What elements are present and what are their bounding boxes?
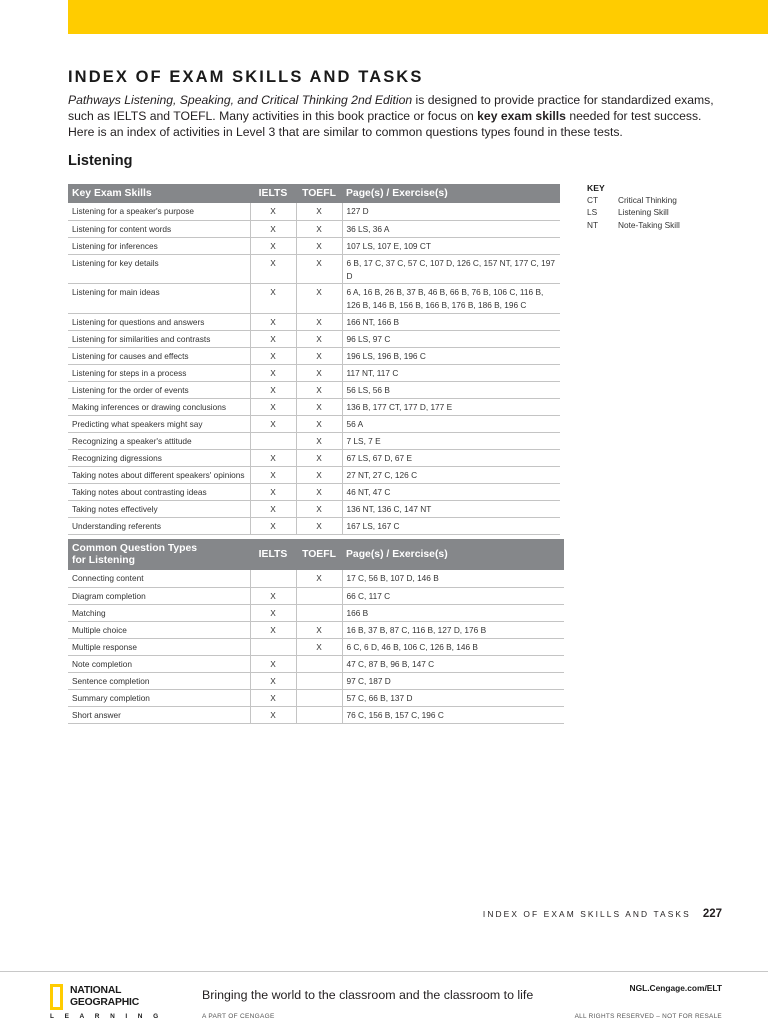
- cell-ielts: X: [250, 237, 296, 254]
- cell-pages: 56 LS, 56 B: [342, 381, 560, 398]
- cell-skill: Listening for key details: [68, 254, 250, 283]
- cell-skill: Note completion: [68, 655, 250, 672]
- cell-ielts: X: [250, 672, 296, 689]
- table-row: [68, 621, 564, 638]
- cell-pages: 136 NT, 136 C, 147 NT: [342, 500, 560, 517]
- key-label: Note-Taking Skill: [618, 219, 680, 230]
- cell-pages: 167 LS, 167 C: [342, 517, 560, 534]
- table-row: [68, 483, 560, 500]
- cell-ielts: [250, 432, 296, 449]
- cell-ielts: X: [250, 621, 296, 638]
- cell-toefl: X: [296, 621, 342, 638]
- cell-skill: Listening for a speaker's purpose: [68, 203, 250, 220]
- key-item: [587, 206, 680, 218]
- cell-skill: Listening for content words: [68, 220, 250, 237]
- cell-skill: Taking notes effectively: [68, 500, 250, 517]
- intro-paragraph: [68, 92, 724, 141]
- footer-subbrand: A PART OF CENGAGE: [202, 1013, 275, 1020]
- cell-ielts: X: [250, 220, 296, 237]
- cell-ielts: X: [250, 587, 296, 604]
- table-row: [68, 466, 560, 483]
- cell-pages: 166 B: [342, 604, 564, 621]
- table-header-row: [68, 539, 564, 570]
- table-row: [68, 220, 560, 237]
- footer-tagline: Bringing the world to the classroom and the classroom to life: [202, 988, 534, 1002]
- cell-skill: Listening for the order of events: [68, 381, 250, 398]
- table-row: [68, 689, 564, 706]
- cell-toefl: [296, 672, 342, 689]
- cell-ielts: X: [250, 364, 296, 381]
- national-geographic-learning-logo: [50, 984, 169, 1024]
- cell-skill: Summary completion: [68, 689, 250, 706]
- cell-toefl: X: [296, 432, 342, 449]
- table-row: [68, 706, 564, 723]
- cell-skill: Listening for inferences: [68, 237, 250, 254]
- header-toefl: TOEFL: [296, 539, 342, 570]
- cell-pages: 16 B, 37 B, 87 C, 116 B, 127 D, 176 B: [342, 621, 564, 638]
- cell-skill: Recognizing a speaker's attitude: [68, 432, 250, 449]
- key-label: Critical Thinking: [618, 195, 677, 206]
- cell-ielts: X: [250, 415, 296, 432]
- table-row: [68, 347, 560, 364]
- header-pages: Page(s) / Exercise(s): [342, 539, 564, 570]
- page-title: INDEX OF EXAM SKILLS AND TASKS: [68, 68, 424, 86]
- intro-text-2: needed for test success. Here is an index of activities in Level 3 that are similar to common questions types found in these tests.: [68, 109, 702, 140]
- cell-pages: 196 LS, 196 B, 196 C: [342, 347, 560, 364]
- cell-toefl: X: [296, 500, 342, 517]
- cell-pages: 117 NT, 117 C: [342, 364, 560, 381]
- table-row: [68, 283, 560, 313]
- common-question-types-table: [68, 539, 564, 724]
- cell-toefl: X: [296, 254, 342, 283]
- table-row: [68, 449, 560, 466]
- cell-ielts: X: [250, 254, 296, 283]
- abbreviation-key: [587, 182, 680, 231]
- table-row: [68, 432, 560, 449]
- cell-pages: 166 NT, 166 B: [342, 313, 560, 330]
- table-row: [68, 364, 560, 381]
- cell-skill: Making inferences or drawing conclusions: [68, 398, 250, 415]
- cell-toefl: X: [296, 330, 342, 347]
- footer-divider: [0, 971, 768, 972]
- cell-ielts: X: [250, 398, 296, 415]
- cell-pages: 67 LS, 67 D, 67 E: [342, 449, 560, 466]
- cell-skill: Sentence completion: [68, 672, 250, 689]
- table-row: [68, 500, 560, 517]
- cell-ielts: X: [250, 203, 296, 220]
- cell-pages: 127 D: [342, 203, 560, 220]
- cell-skill: Recognizing digressions: [68, 449, 250, 466]
- cell-toefl: X: [296, 398, 342, 415]
- table-row: [68, 570, 564, 587]
- cell-toefl: [296, 655, 342, 672]
- cell-skill: Connecting content: [68, 570, 250, 587]
- cell-toefl: X: [296, 483, 342, 500]
- table-row: [68, 381, 560, 398]
- cell-ielts: X: [250, 655, 296, 672]
- header-ielts: IELTS: [250, 539, 296, 570]
- cell-toefl: [296, 587, 342, 604]
- intro-key-phrase: key exam skills: [477, 109, 566, 124]
- cell-toefl: X: [296, 237, 342, 254]
- cell-ielts: X: [250, 689, 296, 706]
- table-row: [68, 313, 560, 330]
- cell-pages: 57 C, 66 B, 137 D: [342, 689, 564, 706]
- table-row: [68, 398, 560, 415]
- cell-ielts: X: [250, 706, 296, 723]
- cell-toefl: [296, 706, 342, 723]
- table-row: [68, 330, 560, 347]
- key-title: KEY: [587, 183, 605, 193]
- cell-toefl: X: [296, 347, 342, 364]
- cell-toefl: X: [296, 638, 342, 655]
- table-row: [68, 203, 560, 220]
- cell-ielts: X: [250, 604, 296, 621]
- table-row: [68, 672, 564, 689]
- cell-ielts: X: [250, 449, 296, 466]
- cell-skill: Matching: [68, 604, 250, 621]
- cell-skill: Predicting what speakers might say: [68, 415, 250, 432]
- header-ielts: IELTS: [250, 184, 296, 203]
- cell-ielts: X: [250, 500, 296, 517]
- intro-text-1: is designed to provide practice for standardized exams, such as IELTS and TOEFL. Many activities in this book practice or focus on: [68, 93, 714, 124]
- cell-pages: 46 NT, 47 C: [342, 483, 560, 500]
- cell-pages: 107 LS, 107 E, 109 CT: [342, 237, 560, 254]
- logo-text: [70, 985, 139, 1008]
- cell-pages: 7 LS, 7 E: [342, 432, 560, 449]
- header-question-type: Common Question Types for Listening: [68, 539, 250, 570]
- key-item: [587, 219, 680, 231]
- running-footer: [483, 908, 722, 920]
- page-number: 227: [702, 908, 722, 920]
- cell-skill: Understanding referents: [68, 517, 250, 534]
- yellow-border-icon: [50, 984, 63, 1010]
- cell-pages: 66 C, 117 C: [342, 587, 564, 604]
- cell-skill: Listening for causes and effects: [68, 347, 250, 364]
- key-abbr: CT: [587, 195, 599, 206]
- table-row: [68, 604, 564, 621]
- cell-toefl: X: [296, 570, 342, 587]
- cell-ielts: X: [250, 381, 296, 398]
- cell-ielts: X: [250, 517, 296, 534]
- cell-pages: 97 C, 187 D: [342, 672, 564, 689]
- cell-toefl: X: [296, 283, 342, 313]
- cell-skill: Listening for main ideas: [68, 283, 250, 313]
- cell-toefl: X: [296, 449, 342, 466]
- cell-pages: 76 C, 156 B, 157 C, 196 C: [342, 706, 564, 723]
- cell-ielts: X: [250, 330, 296, 347]
- cell-pages: 6 C, 6 D, 46 B, 106 C, 126 B, 146 B: [342, 638, 564, 655]
- cell-pages: 6 B, 17 C, 37 C, 57 C, 107 D, 126 C, 157 NT, 177 C, 197 D: [342, 254, 560, 283]
- cell-pages: 36 LS, 36 A: [342, 220, 560, 237]
- cell-ielts: X: [250, 483, 296, 500]
- cell-pages: 6 A, 16 B, 26 B, 37 B, 46 B, 66 B, 76 B, 106 C, 116 B, 126 B, 146 B, 156 B, 166 B, 176 B, 186 B, 196 C: [342, 283, 560, 313]
- cell-toefl: X: [296, 517, 342, 534]
- logo-line-2: GEOGRAPHIC: [70, 996, 140, 1008]
- cell-toefl: X: [296, 203, 342, 220]
- cell-toefl: X: [296, 313, 342, 330]
- top-accent-bar: [68, 0, 768, 34]
- cell-skill: Listening for similarities and contrasts: [68, 330, 250, 347]
- cell-ielts: [250, 638, 296, 655]
- cell-pages: 96 LS, 97 C: [342, 330, 560, 347]
- cell-ielts: X: [250, 347, 296, 364]
- table-row: [68, 655, 564, 672]
- cell-pages: 17 C, 56 B, 107 D, 146 B: [342, 570, 564, 587]
- cell-toefl: [296, 689, 342, 706]
- logo-line-1: NATIONAL: [70, 985, 122, 996]
- cell-pages: 136 B, 177 CT, 177 D, 177 E: [342, 398, 560, 415]
- cell-toefl: X: [296, 466, 342, 483]
- section-heading-listening: Listening: [68, 153, 133, 169]
- table-row: [68, 587, 564, 604]
- cell-pages: 47 C, 87 B, 96 B, 147 C: [342, 655, 564, 672]
- key-abbr: LS: [587, 207, 598, 218]
- cell-skill: Multiple choice: [68, 621, 250, 638]
- key-exam-skills-table: [68, 184, 560, 535]
- cell-ielts: [250, 570, 296, 587]
- table-row: [68, 254, 560, 283]
- key-abbr: NT: [587, 219, 599, 230]
- cell-toefl: X: [296, 381, 342, 398]
- logo-line-3: LEARNING: [50, 1013, 169, 1020]
- cell-skill: Multiple response: [68, 638, 250, 655]
- table-row: [68, 517, 560, 534]
- cell-toefl: X: [296, 415, 342, 432]
- cell-toefl: [296, 604, 342, 621]
- cell-skill: Taking notes about different speakers' opinions: [68, 466, 250, 483]
- intro-book-title: Pathways Listening, Speaking, and Critical Thinking 2nd Edition: [68, 93, 413, 107]
- header-pages: Page(s) / Exercise(s): [342, 184, 560, 203]
- table-row: [68, 237, 560, 254]
- cell-skill: Listening for questions and answers: [68, 313, 250, 330]
- key-label: Listening Skill: [618, 207, 669, 218]
- footer-url: NGL.Cengage.com/ELT: [629, 983, 722, 993]
- cell-skill: Diagram completion: [68, 587, 250, 604]
- table-row: [68, 638, 564, 655]
- cell-toefl: X: [296, 364, 342, 381]
- cell-ielts: X: [250, 466, 296, 483]
- cell-ielts: X: [250, 283, 296, 313]
- table-header-row: [68, 184, 560, 203]
- cell-skill: Listening for steps in a process: [68, 364, 250, 381]
- cell-pages: 56 A: [342, 415, 560, 432]
- table-row: [68, 415, 560, 432]
- cell-ielts: X: [250, 313, 296, 330]
- header-toefl: TOEFL: [296, 184, 342, 203]
- header-skill: Key Exam Skills: [68, 184, 250, 203]
- running-footer-label: INDEX OF EXAM SKILLS AND TASKS: [482, 909, 691, 919]
- cell-skill: Short answer: [68, 706, 250, 723]
- cell-toefl: X: [296, 220, 342, 237]
- footer-rights: ALL RIGHTS RESERVED – NOT FOR RESALE: [574, 1013, 722, 1020]
- cell-skill: Taking notes about contrasting ideas: [68, 483, 250, 500]
- cell-pages: 27 NT, 27 C, 126 C: [342, 466, 560, 483]
- key-item: [587, 194, 680, 206]
